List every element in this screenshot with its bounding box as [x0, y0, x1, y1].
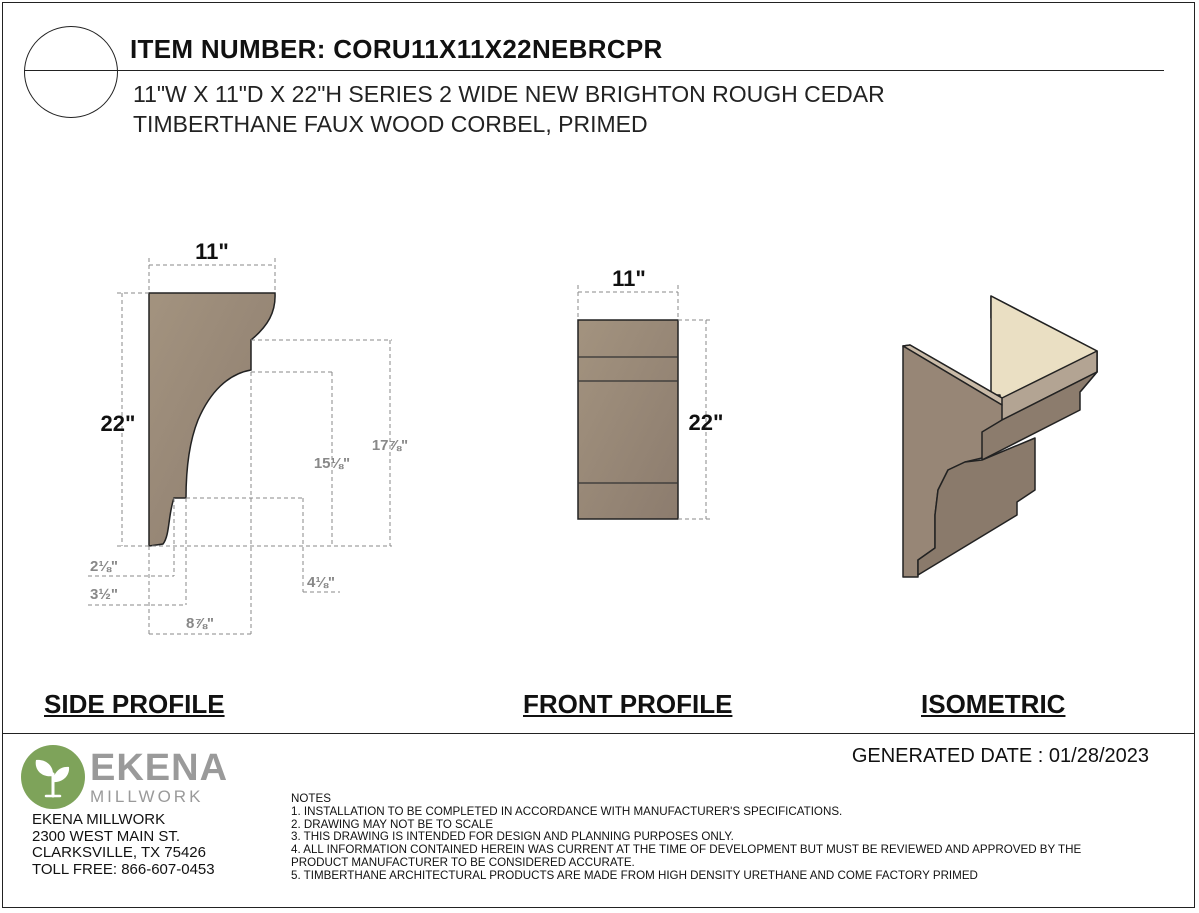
company-logo [90, 748, 228, 806]
dim-17-label: 17⅞" [371, 437, 409, 454]
front-width-label: 11" [612, 266, 646, 291]
address-line: TOLL FREE: 866-607-0453 [32, 860, 215, 878]
address-line: EKENA MILLWORK [32, 811, 166, 828]
side-width-label: 11" [195, 239, 229, 264]
isometric-label: ISOMETRIC [921, 689, 1066, 719]
logo-name: EKENA [90, 747, 229, 789]
description-line-1: 11"W X 11"D X 22"H SERIES 2 WIDE NEW BRIGHTON ROUGH CEDAR [133, 81, 885, 107]
description-line-2: TIMBERTHANE FAUX WOOD CORBEL, PRIMED [133, 111, 648, 137]
item-number: ITEM NUMBER: CORU11X11X22NEBRCPR [130, 34, 663, 64]
side-profile-label: SIDE PROFILE [44, 689, 225, 719]
address-line: CLARKSVILLE, TX 75426 [32, 844, 206, 861]
side-profile-drawing [88, 239, 408, 634]
dim-3-label: 3½" [90, 586, 118, 603]
note-line: 4. ALL INFORMATION CONTAINED HEREIN WAS CURRENT AT THE TIME OF DEVELOPMENT BUT MUST BE REVIEWED AND APPROVED BY THE [291, 843, 1082, 857]
notes-heading: NOTES [291, 792, 331, 805]
isometric-drawing [903, 296, 1097, 577]
front-profile-drawing [578, 266, 723, 519]
dim-15-label: 15⅛" [313, 455, 351, 472]
notes-block [291, 793, 1171, 883]
note-line: PRODUCT MANUFACTURER TO BE CONSIDERED ACCURATE. [291, 855, 635, 869]
side-profile-shape [149, 293, 275, 546]
dim-2-label: 2⅛" [90, 558, 118, 575]
generated-date: GENERATED DATE : 01/28/2023 [851, 745, 1149, 767]
note-line: 3. THIS DRAWING IS INTENDED FOR DESIGN AND PLANNING PURPOSES ONLY. [291, 830, 734, 844]
leaf-logo-icon [20, 744, 86, 810]
front-profile-label: FRONT PROFILE [523, 689, 733, 719]
company-address [32, 812, 215, 878]
side-height-label: 22" [100, 411, 136, 436]
logo-subtitle: MILLWORK [90, 787, 204, 806]
footer-rule [2, 733, 1195, 734]
note-line: 2. DRAWING MAY NOT BE TO SCALE [291, 817, 494, 831]
front-profile-shape [578, 320, 678, 519]
note-line: 5. TIMBERTHANE ARCHITECTURAL PRODUCTS ARE MADE FROM HIGH DENSITY URETHANE AND COME FACTORY PRIMED [291, 868, 978, 882]
front-height-label: 22" [688, 410, 724, 435]
address-line: 2300 WEST MAIN ST. [32, 827, 181, 845]
note-line: 1. INSTALLATION TO BE COMPLETED IN ACCORDANCE WITH MANUFACTURER'S SPECIFICATIONS. [291, 804, 843, 818]
dim-4-label: 4⅛" [307, 574, 335, 591]
dim-8-label: 8⅞" [186, 615, 214, 632]
